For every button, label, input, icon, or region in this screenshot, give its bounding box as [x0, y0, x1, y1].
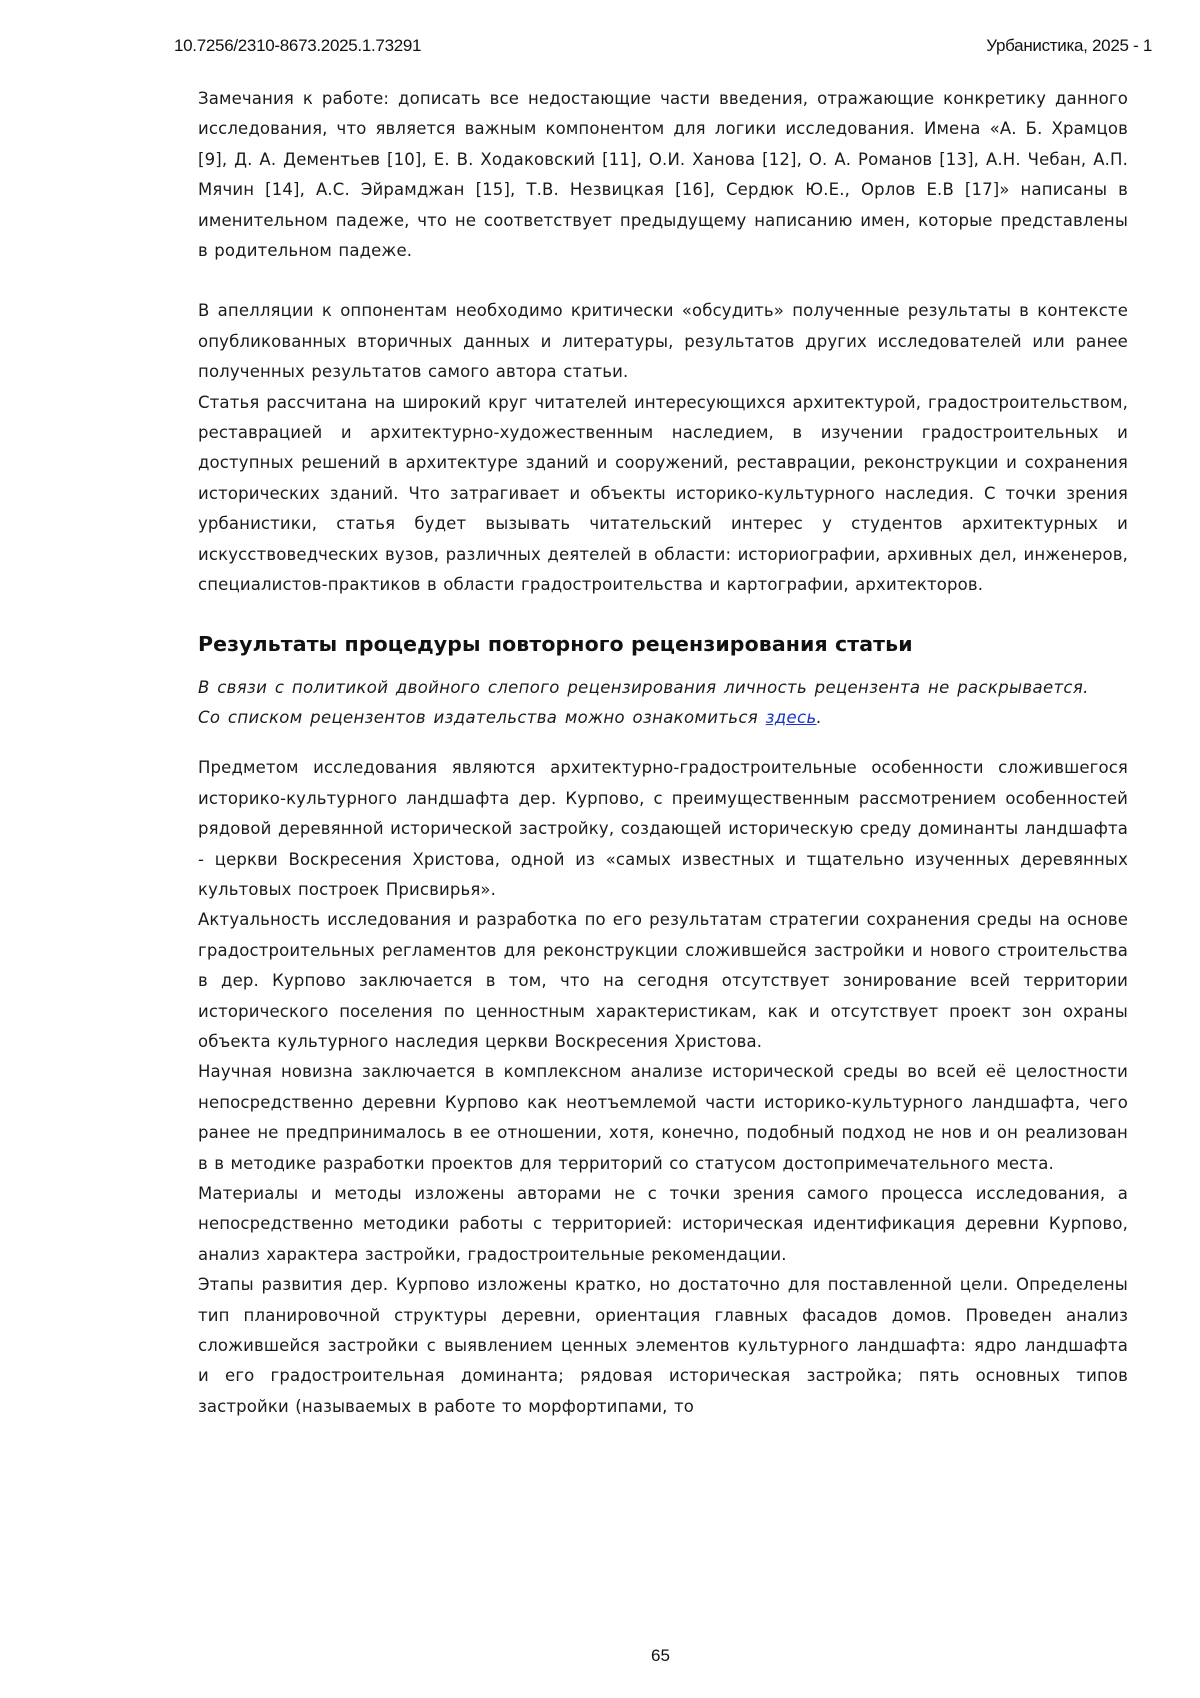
- reviewers-note-text: Со списком рецензентов издательства можно ознакомиться: [198, 708, 766, 727]
- reviewers-list-note: [198, 703, 1128, 733]
- appeal-paragraph: В апелляции к оппонентам необходимо критически «обсудить» полученные результаты в контексте опубликованных вторичных данных и литературы, результатов других исследователей или ранее полученных результатов самого автора статьи.: [198, 296, 1128, 387]
- relevance-paragraph: Актуальность исследования и разработка по его результатам стратегии сохранения среды на основе градостроительных регламентов для реконструкции сложившейся застройки и нового строительства в дер. Курпово заключается в том, что на сегодня отсутствует зонирование всей территории исторического поселения по ценностным характеристикам, как и отсутствует проект зон охраны объекта культурного наследия церкви Воскресения Христова.: [198, 905, 1128, 1057]
- reviewers-note-end: .: [817, 708, 823, 727]
- blind-review-note: В связи с политикой двойного слепого рецензирования личность рецензента не раскрывается.: [198, 673, 1128, 703]
- journal-issue-label: Урбанистика, 2025 - 1: [986, 36, 1152, 60]
- reviewers-list-link[interactable]: здесь: [766, 708, 817, 727]
- subject-paragraph: Предметом исследования являются архитектурно-градостроительные особенности сложившегося историко-культурного ландшафта дер. Курпово, с преимущественным рассмотрением особенностей рядовой деревянной исторической застройку, создающей историческую среду доминанты ландшафта - церкви Воскресения Христова, одной из «самых известных и тщательно изученных деревянных культовых построек Присвирья».: [198, 753, 1128, 905]
- novelty-paragraph: Научная новизна заключается в комплексном анализе исторической среды во всей её целостности непосредственно деревни Курпово как неотъемлемой части историко-культурного ландшафта, чего ранее не предпринималось в ее отношении, хотя, конечно, подобный подход не нов и он реализован в в методике разработки проектов для территорий со статусом достопримечательного места.: [198, 1057, 1128, 1179]
- stages-paragraph: Этапы развития дер. Курпово изложены кратко, но достаточно для поставленной цели. Определены тип планировочной структуры деревни, ориентация главных фасадов домов. Проведен анализ сложившейся застройки с выявлением ценных элементов культурного ландшафта: ядро ландшафта и его градостроительная доминанта; рядовая историческая застройка; пять основных типов застройки (называемых в работе то морфортипами, то: [198, 1270, 1128, 1422]
- methods-paragraph: Материалы и методы изложены авторами не с точки зрения самого процесса исследования, а непосредственно методики работы с территорией: историческая идентификация деревни Курпово, анализ характера застройки, градостроительные рекомендации.: [198, 1179, 1128, 1270]
- running-header: [174, 36, 1152, 60]
- section-heading: Результаты процедуры повторного рецензирования статьи: [198, 629, 1128, 659]
- audience-paragraph: Статья рассчитана на широкий круг читателей интересующихся архитектурой, градостроительством, реставрацией и архитектурно-художественным наследием, в изучении градостроительных и доступных решений в архитектуре зданий и сооружений, реставрации, реконструкции и сохранения исторических зданий. Что затрагивает и объекты историко-культурного наследия. С точки зрения урбанистики, статья будет вызывать читательский интерес у студентов архитектурных и искусствоведческих вузов, различных деятелей в области: историографии, архивных дел, инженеров, специалистов-практиков в области градостроительства и картографии, архитекторов.: [198, 388, 1128, 601]
- review-remarks-paragraph: Замечания к работе: дописать все недостающие части введения, отражающие конкретику данного исследования, что является важным компонентом для логики исследования. Имена «А. Б. Храмцов [9], Д. А. Дементьев [10], Е. В. Ходаковский [11], О.И. Ханова [12], О. А. Романов [13], А.Н. Чебан, А.П. Мячин [14], А.С. Эйрамджан [15], Т.В. Незвицкая [16], Сердюк Ю.Е., Орлов Е.В [17]» написаны в именительном падеже, что не соответствует предыдущему написанию имен, которые представлены в родительном падеже.: [198, 84, 1128, 266]
- page-number: 65: [0, 1646, 1200, 1666]
- doi-label: 10.7256/2310-8673.2025.1.73291: [174, 36, 421, 60]
- article-body: [198, 84, 1128, 1422]
